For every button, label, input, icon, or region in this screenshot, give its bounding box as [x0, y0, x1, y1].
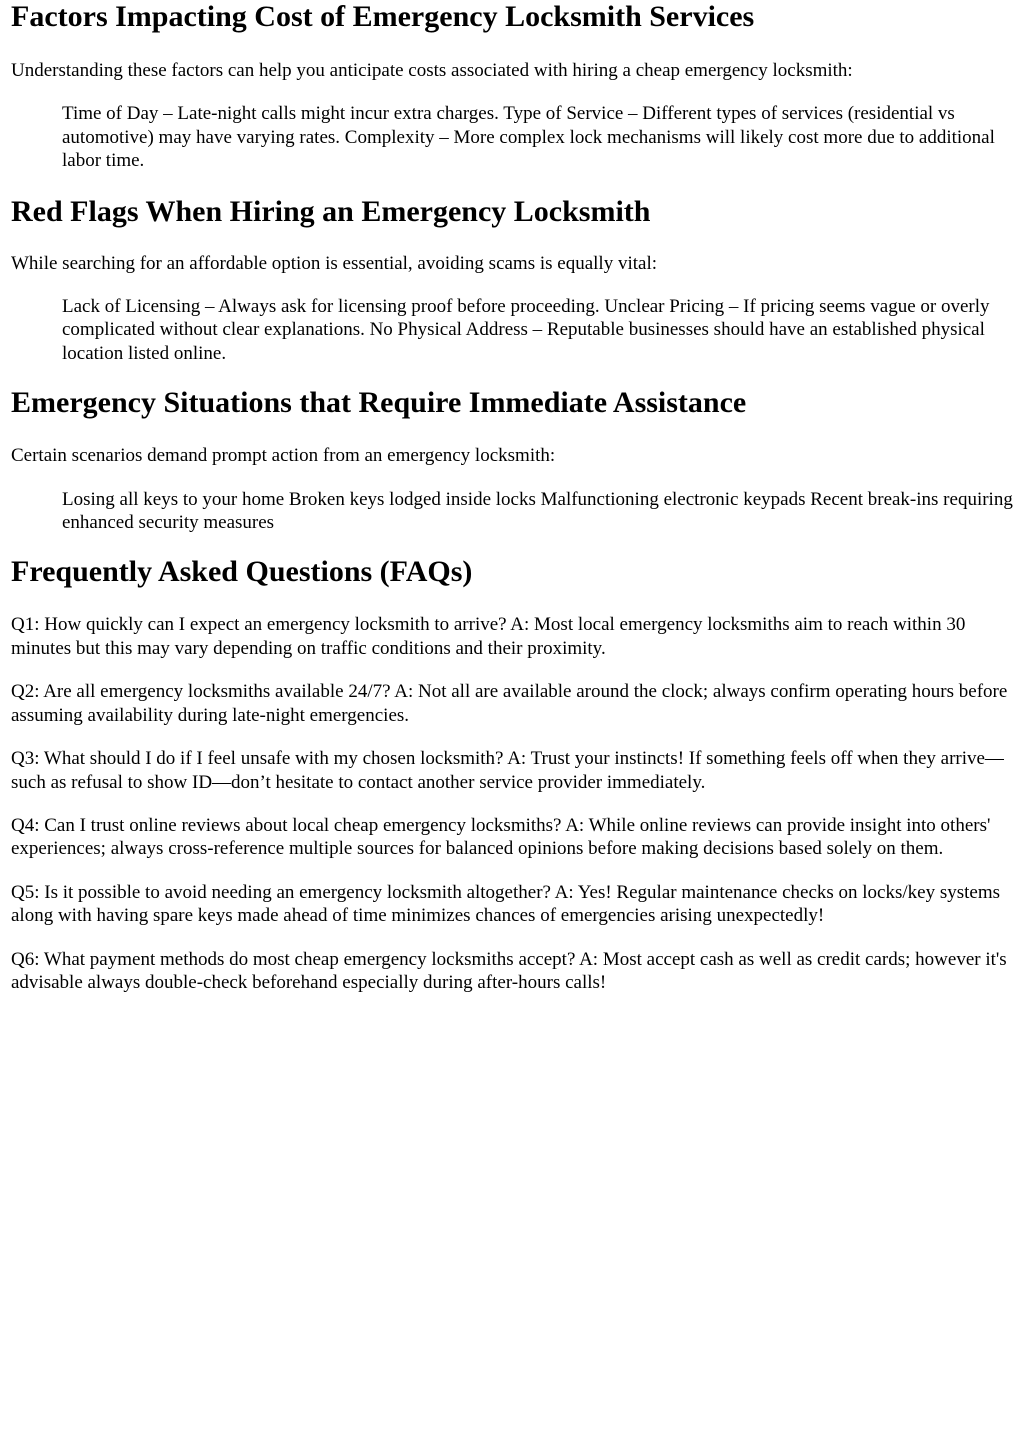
- list-cost-factors: Time of Day – Late-night calls might incur extra charges. Type of Service – Different types of services (residential vs automotive) may have varying rates. Complexity – More complex lock mechanisms will likely cost more due to additional labor time.: [62, 103, 995, 172]
- faq-item: Q1: How quickly can I expect an emergency locksmith to arrive? A: Most local emergency locksmiths aim to reach within 30 minutes but this may vary depending on traffic conditions and their proximity.: [11, 614, 966, 659]
- list-emergency-situations: Losing all keys to your home Broken keys lodged inside locks Malfunctioning electronic keypads Recent break-ins requiring enhanced security measures: [62, 488, 1013, 534]
- faq-item: Q5: Is it possible to avoid needing an emergency locksmith altogether? A: Yes! Regular maintenance checks on locks/key systems along with having spare keys made ahead of time minimizes chances of emergencies arising unexpectedly!: [11, 881, 1001, 927]
- intro-red-flags: While searching for an affordable option is essential, avoiding scams is equally vital:: [11, 252, 657, 274]
- heading-emergency-situations: Emergency Situations that Require Immediate Assistance: [11, 386, 747, 420]
- intro-emergency-situations: Certain scenarios demand prompt action from an emergency locksmith:: [11, 445, 556, 467]
- list-red-flags: Lack of Licensing – Always ask for licensing proof before proceeding. Unclear Pricing – If pricing seems vague or overly complicated without clear explanations. No Physical Address – Reputable businesses should have an established physical location listed online.: [62, 296, 990, 364]
- faq-item: Q4: Can I trust online reviews about local cheap emergency locksmiths? A: While online reviews can provide insight into others' experiences; always cross-reference multiple sources for balanced opinions before making decisions based solely on them.: [11, 814, 991, 860]
- heading-cost-factors: Factors Impacting Cost of Emergency Locksmith Services: [11, 0, 755, 33]
- faq-item: Q6: What payment methods do most cheap emergency locksmiths accept? A: Most accept cash as well as credit cards; however it's advisable always double-check beforehand especially during after-hours calls!: [11, 948, 1007, 993]
- heading-faqs: Frequently Asked Questions (FAQs): [11, 555, 473, 589]
- heading-red-flags: Red Flags When Hiring an Emergency Locksmith: [11, 194, 651, 228]
- intro-cost-factors: Understanding these factors can help you anticipate costs associated with hiring a cheap emergency locksmith:: [11, 60, 853, 81]
- faq-item: Q2: Are all emergency locksmiths available 24/7? A: Not all are available around the clock; always confirm operating hours before assuming availability during late-night emergencies.: [11, 681, 1008, 726]
- faq-item: Q3: What should I do if I feel unsafe with my chosen locksmith? A: Trust your instincts! If something feels off when they arrive—such as refusal to show ID—don’t hesitate to contact another service provider immediately.: [11, 748, 1004, 793]
